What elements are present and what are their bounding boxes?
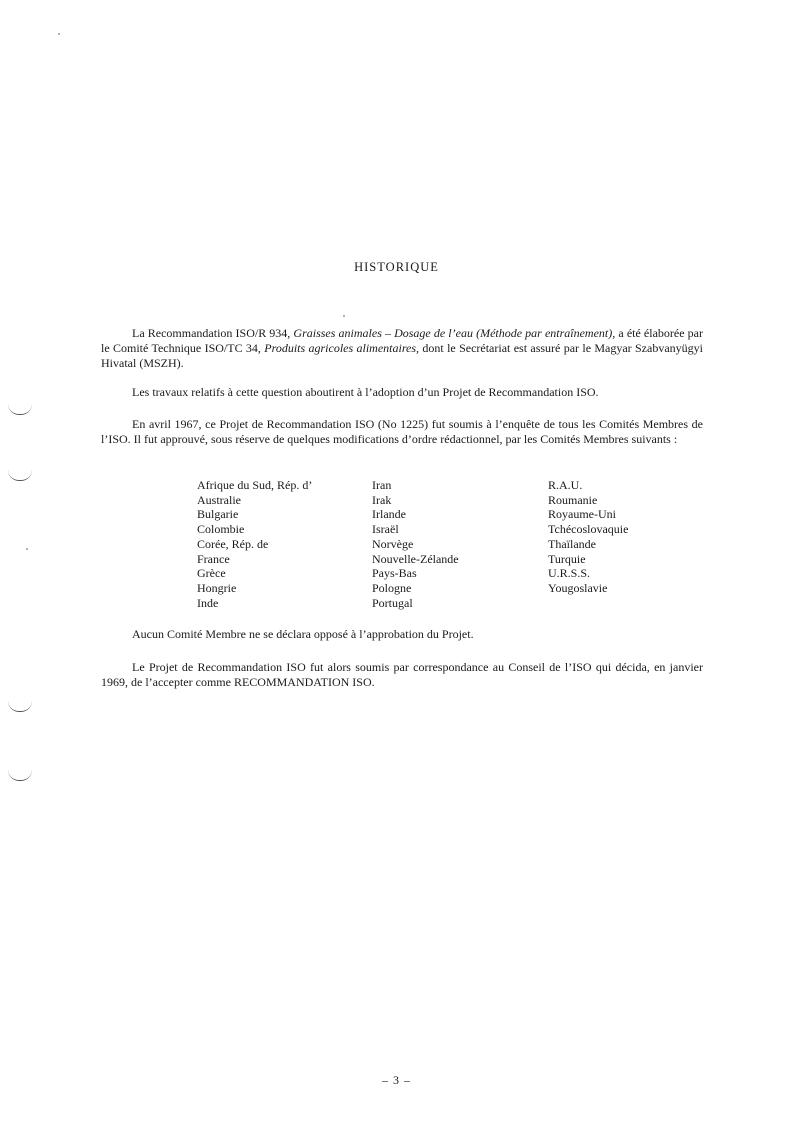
paragraph-origin-italic-a: Graisses animales – Dosage de l’eau (Méthode par entraînement),: [293, 326, 616, 340]
member-item: Inde: [197, 595, 219, 610]
scan-speck: [58, 33, 60, 35]
member-item: Bulgarie: [197, 507, 239, 522]
members-column-1: [197, 478, 312, 610]
member-item: R.A.U.: [548, 478, 583, 492]
member-item: U.R.S.S.: [548, 566, 591, 581]
member-item: Irlande: [372, 507, 406, 522]
punch-hole-mark: [8, 770, 32, 781]
paragraph-origin: [101, 326, 703, 371]
punch-hole-mark: [8, 701, 32, 712]
page-title: HISTORIQUE: [354, 260, 439, 274]
member-item: Afrique du Sud, Rép. d’: [197, 478, 313, 492]
scan-speck: [343, 315, 345, 317]
member-item: France: [197, 551, 230, 566]
punch-hole-mark: [8, 470, 32, 481]
member-item: Turquie: [548, 551, 586, 566]
member-item: Pologne: [372, 580, 412, 595]
paragraph-no-opposition: Aucun Comité Membre ne se déclara opposé à l’approbation du Projet.: [132, 627, 474, 641]
scan-speck: [26, 548, 28, 550]
paragraph-origin-text-a: La Recommandation ISO/R 934,: [132, 326, 294, 340]
page-number: – 3 –: [382, 1073, 411, 1087]
member-item: Hongrie: [197, 580, 237, 595]
punch-hole-mark: [8, 404, 32, 415]
member-item: Israël: [372, 522, 399, 537]
member-item: Australie: [197, 492, 241, 507]
members-column-2: [372, 478, 459, 610]
member-item: Grèce: [197, 566, 226, 581]
member-item: Norvège: [372, 536, 414, 551]
paragraph-origin-text-c: dont le Secrétariat est assuré par le Magyar Szabvanyügyi Hivatal (MSZH).: [101, 341, 703, 370]
paragraph-origin-italic-b: Produits agricoles alimentaires,: [264, 341, 420, 355]
member-item: Iran: [372, 478, 392, 492]
paragraph-origin-text-b: a été élaborée par le Comité Technique ISO/TC 34,: [101, 326, 703, 355]
member-item: Thaïlande: [548, 536, 596, 551]
member-item: Yougoslavie: [548, 580, 608, 595]
paragraph-acceptance: Le Projet de Recommandation ISO fut alors soumis par correspondance au Conseil de l’ISO qui décida, en janvier 1969, de l’accepter comme RECOMMANDATION ISO.: [101, 660, 703, 689]
member-item: Tchécoslovaquie: [548, 522, 629, 537]
member-item: Colombie: [197, 522, 245, 537]
member-item: Roumanie: [548, 492, 598, 507]
members-column-3: [548, 478, 628, 596]
member-item: Royaume-Uni: [548, 507, 616, 522]
member-item: Portugal: [372, 595, 413, 610]
member-item: Corée, Rép. de: [197, 536, 269, 551]
member-item: Pays-Bas: [372, 566, 417, 581]
member-item: Irak: [372, 492, 392, 507]
paragraph-work: Les travaux relatifs à cette question aboutirent à l’adoption d’un Projet de Recommandation ISO.: [132, 385, 599, 399]
paragraph-inquiry: En avril 1967, ce Projet de Recommandation ISO (No 1225) fut soumis à l’enquête de tous les Comités Membres de l’ISO. Il fut approuvé, sous réserve de quelques modifications d’ordre rédactionnel, par les Comités Membres suivants :: [101, 417, 703, 446]
member-item: Nouvelle-Zélande: [372, 551, 459, 566]
